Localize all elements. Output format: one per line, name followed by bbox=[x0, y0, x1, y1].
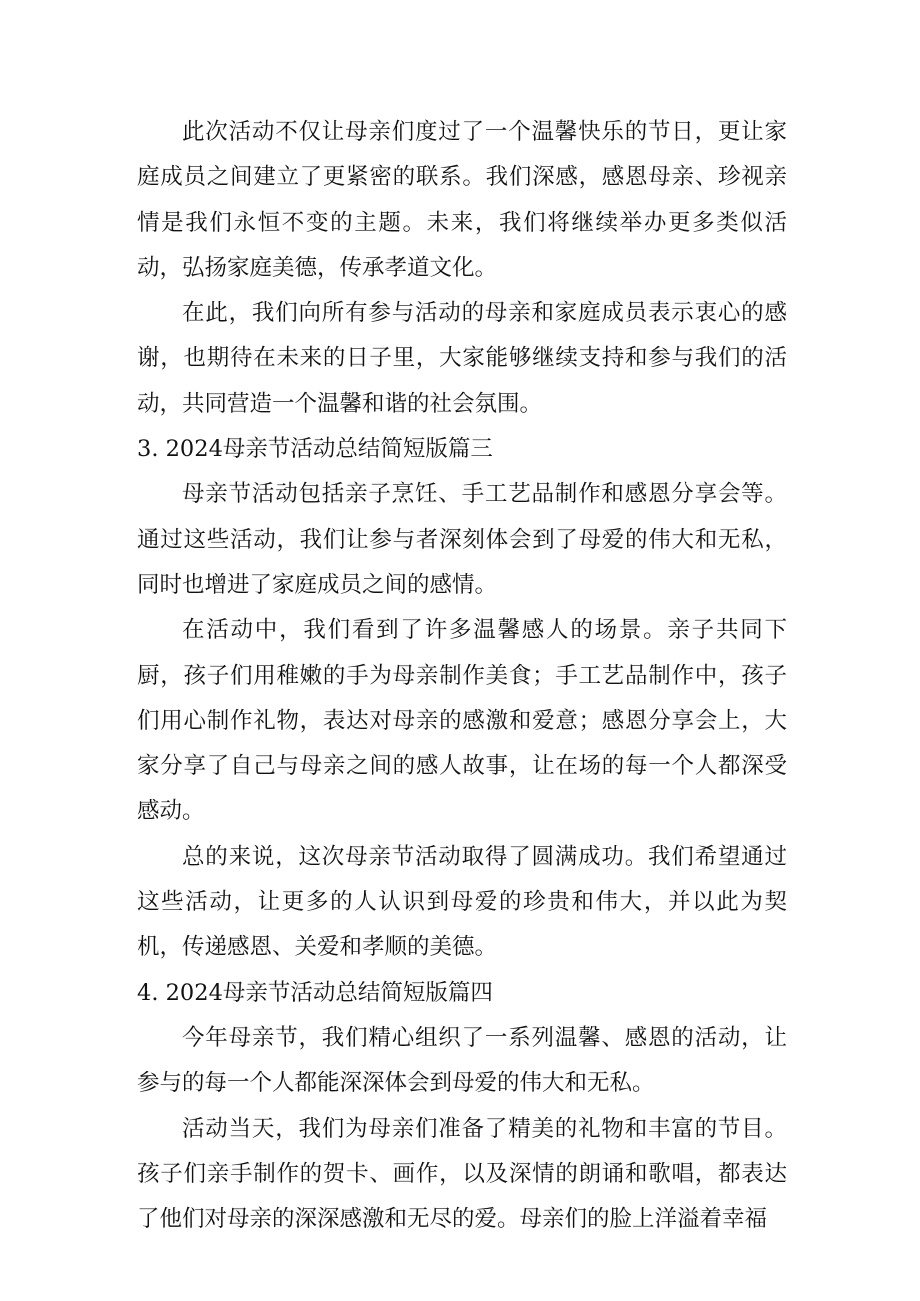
paragraph: 此次活动不仅让母亲们度过了一个温馨快乐的节日，更让家庭成员之间建立了更紧密的联系。我们深感，感恩母亲、珍视亲情是我们永恒不变的主题。未来，我们将继续举办更多类似活动，弘扬家庭美德，传承孝道文化。 bbox=[137, 119, 787, 281]
paragraph: 今年母亲节，我们精心组织了一系列温馨、感恩的活动，让参与的每一个人都能深深体会到母爱的伟大和无私。 bbox=[137, 1024, 787, 1097]
section-heading: 3. 2024母亲节活动总结简短版篇三 bbox=[137, 436, 493, 463]
paragraph: 活动当天，我们为母亲们准备了精美的礼物和丰富的节目。孩子们亲手制作的贺卡、画作，以及深情的朗诵和歌唱，都表达了他们对母亲的深深感激和无尽的爱。母亲们的脸上洋溢着幸福 bbox=[137, 1115, 787, 1233]
paragraph: 在活动中，我们看到了许多温馨感人的场景。亲子共同下厨，孩子们用稚嫩的手为母亲制作美食；手工艺品制作中，孩子们用心制作礼物，表达对母亲的感激和爱意；感恩分享会上，大家分享了自己与母亲之间的感人故事，让在场的每一个人都深受感动。 bbox=[137, 617, 787, 825]
section-heading: 4. 2024母亲节活动总结简短版篇四 bbox=[137, 979, 493, 1006]
paragraph: 总的来说，这次母亲节活动取得了圆满成功。我们希望通过这些活动，让更多的人认识到母爱的珍贵和伟大，并以此为契机，传递感恩、关爱和孝顺的美德。 bbox=[137, 843, 787, 961]
paragraph: 母亲节活动包括亲子烹饪、手工艺品制作和感恩分享会等。通过这些活动，我们让参与者深刻体会到了母爱的伟大和无私，同时也增进了家庭成员之间的感情。 bbox=[137, 481, 787, 598]
document-body bbox=[137, 110, 787, 1242]
paragraph: 在此，我们向所有参与活动的母亲和家庭成员表示衷心的感谢，也期待在未来的日子里，大家能够继续支持和参与我们的活动，共同营造一个温馨和谐的社会氛围。 bbox=[137, 300, 787, 417]
